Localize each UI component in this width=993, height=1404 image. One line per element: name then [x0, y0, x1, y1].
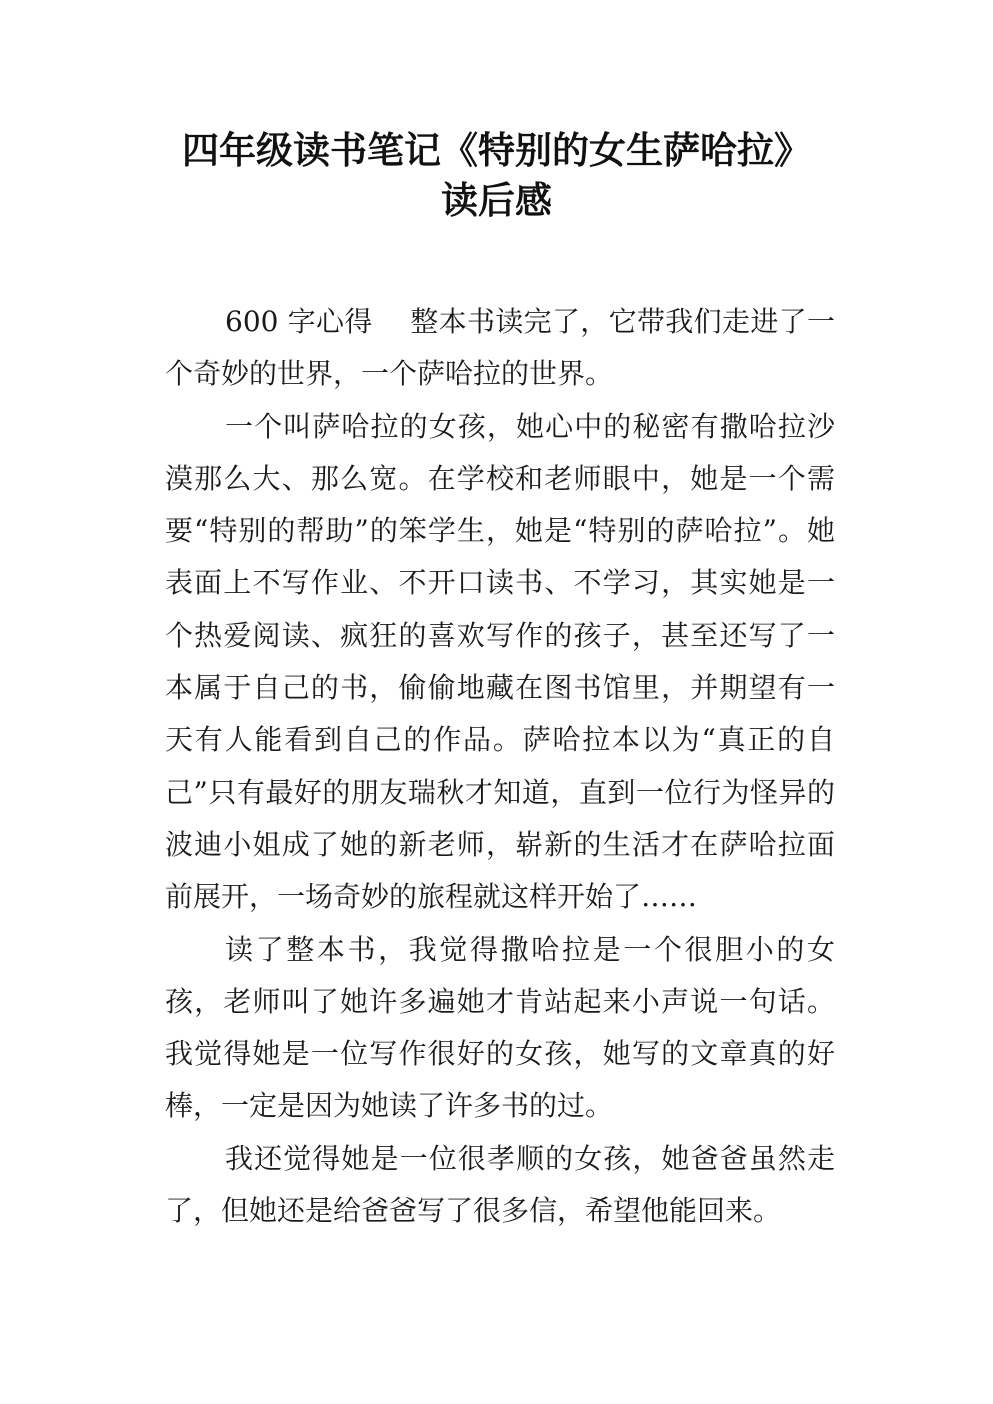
document-title-line-2: 读后感 [441, 179, 552, 222]
paragraph-4: 我还觉得她是一位很孝顺的女孩，她爸爸虽然走了，但她还是给爸爸写了很多信，希望他能回来。 [165, 1141, 835, 1228]
document-title-line-1: 四年级读书笔记《特别的女生萨哈拉》 [182, 129, 811, 172]
paragraph-1: 600 字心得 整本书读完了，它带我们走进了一个奇妙的世界，一个萨哈拉的世界。 [165, 305, 835, 391]
paragraph-3: 读了整本书，我觉得撒哈拉是一个很胆小的女孩，老师叫了她许多遍她才肯站起来小声说一句话。我觉得她是一位写作很好的女孩，她写的文章真的好棒，一定是因为她读了许多书的过。 [165, 932, 835, 1123]
paragraph-2: 一个叫萨哈拉的女孩，她心中的秘密有撒哈拉沙漠那么大、那么宽。在学校和老师眼中，她是一个需要“特别的帮助”的笨学生，她是“特别的萨哈拉”。她表面上不写作业、不开口读书、不学习，其实她是一个热爱阅读、疯狂的喜欢写作的孩子，甚至还写了一本属于自己的书，偷偷地藏在图书馆里，并期望有一天有人能看到自己的作品。萨哈拉本以为“真正的自己”只有最好的朋友瑞秋才知道，直到一位行为怪异的波迪小姐成了她的新老师，崭新的生活才在萨哈拉面前展开，一场奇妙的旅程就这样开始了…… [165, 409, 835, 914]
document-body [165, 296, 835, 1237]
